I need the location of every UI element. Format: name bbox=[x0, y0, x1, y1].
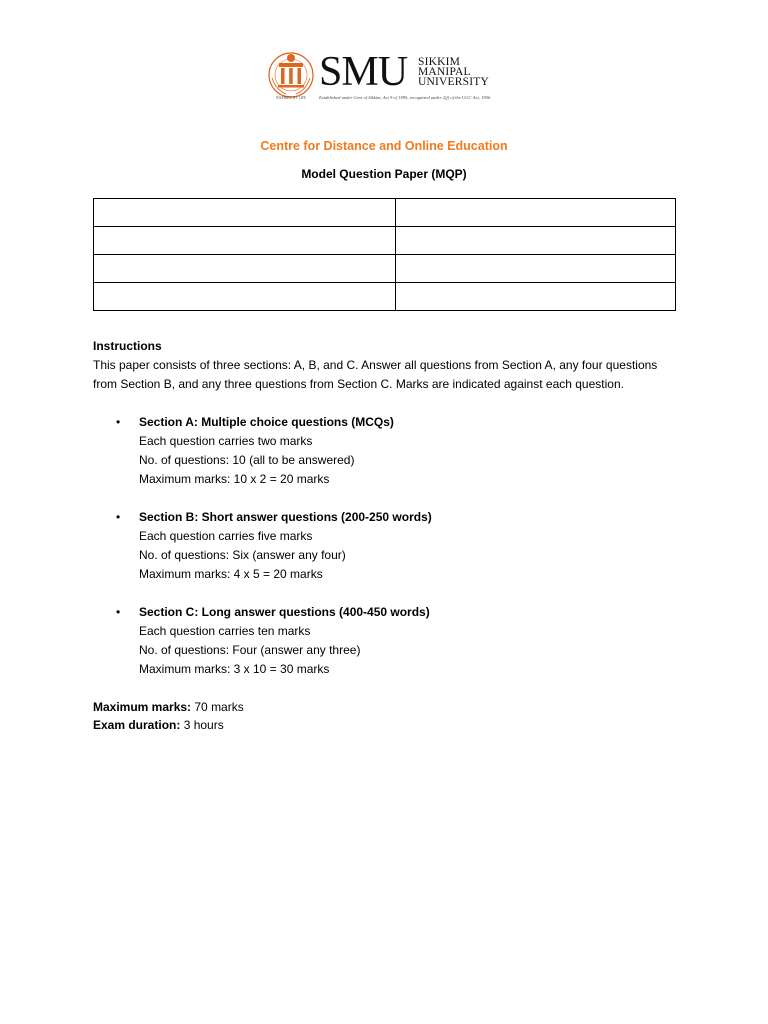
section-detail-line: Maximum marks: 3 x 10 = 30 marks bbox=[139, 662, 330, 676]
logo-tagline: Established under Govt of Sikkim, Act 9 of 1995, recognised under 2(f) of the UGC Act, 1956 bbox=[319, 95, 491, 100]
paper-content bbox=[93, 337, 675, 734]
maximum-marks-line bbox=[93, 698, 675, 716]
university-seal-icon bbox=[266, 50, 316, 102]
section-detail-line: Maximum marks: 10 x 2 = 20 marks bbox=[139, 472, 330, 486]
section-c-item bbox=[93, 603, 675, 679]
section-detail-line: Each question carries two marks bbox=[139, 434, 313, 448]
logo-fullname-line: SIKKIM bbox=[418, 56, 461, 68]
table-cell bbox=[396, 199, 676, 227]
instructions-text: This paper consists of three sections: A, B, and C. Answer all questions from Section A, any four questions from Section B, and any three questions from Section C. Marks are indicated against each question. bbox=[93, 358, 658, 391]
logo-fullname-line: UNIVERSITY bbox=[418, 76, 489, 88]
section-detail-line: No. of questions: 10 (all to be answered) bbox=[139, 453, 355, 467]
section-detail-line: No. of questions: Four (answer any three) bbox=[139, 643, 361, 657]
section-heading: Section A: Multiple choice questions (MCQs) bbox=[139, 415, 394, 429]
section-detail-line: Each question carries ten marks bbox=[139, 624, 311, 638]
logo-fullname bbox=[418, 57, 489, 87]
bullet-icon: • bbox=[116, 510, 121, 524]
details-table bbox=[93, 198, 676, 311]
table-row bbox=[94, 227, 676, 255]
maximum-marks-label: Maximum marks: bbox=[93, 700, 192, 714]
table-row bbox=[94, 255, 676, 283]
logo-fullname-line: MANIPAL bbox=[418, 66, 471, 78]
table-cell bbox=[94, 283, 396, 311]
section-detail-line: No. of questions: Six (answer any four) bbox=[139, 548, 346, 562]
table-cell bbox=[396, 255, 676, 283]
table-cell bbox=[396, 283, 676, 311]
table-cell bbox=[94, 227, 396, 255]
table-cell bbox=[396, 227, 676, 255]
maximum-marks-value: 70 marks bbox=[191, 700, 244, 714]
table-row bbox=[94, 199, 676, 227]
section-list bbox=[93, 413, 675, 679]
table-cell bbox=[94, 199, 396, 227]
section-heading: Section C: Long answer questions (400-450 words) bbox=[139, 605, 430, 619]
section-heading: Section B: Short answer questions (200-250 words) bbox=[139, 510, 432, 524]
instructions-heading: Instructions bbox=[93, 339, 162, 353]
section-detail-line: Maximum marks: 4 x 5 = 20 marks bbox=[139, 567, 323, 581]
section-a-item bbox=[93, 413, 675, 489]
bullet-icon: • bbox=[116, 605, 121, 619]
exam-duration-label: Exam duration: bbox=[93, 718, 181, 732]
centre-title: Centre for Distance and Online Education bbox=[260, 139, 508, 153]
university-logo bbox=[266, 50, 498, 106]
exam-duration-line bbox=[93, 716, 675, 734]
paper-title: Model Question Paper (MQP) bbox=[301, 167, 467, 181]
table-row bbox=[94, 283, 676, 311]
exam-duration-value: 3 hours bbox=[180, 718, 224, 732]
bullet-icon: • bbox=[116, 415, 121, 429]
table-cell bbox=[94, 255, 396, 283]
section-b-item bbox=[93, 508, 675, 584]
svg-text:INSPIRED BY LIFE: INSPIRED BY LIFE bbox=[275, 96, 307, 100]
section-detail-line: Each question carries five marks bbox=[139, 529, 313, 543]
logo-wordmark: SMU bbox=[319, 49, 408, 95]
